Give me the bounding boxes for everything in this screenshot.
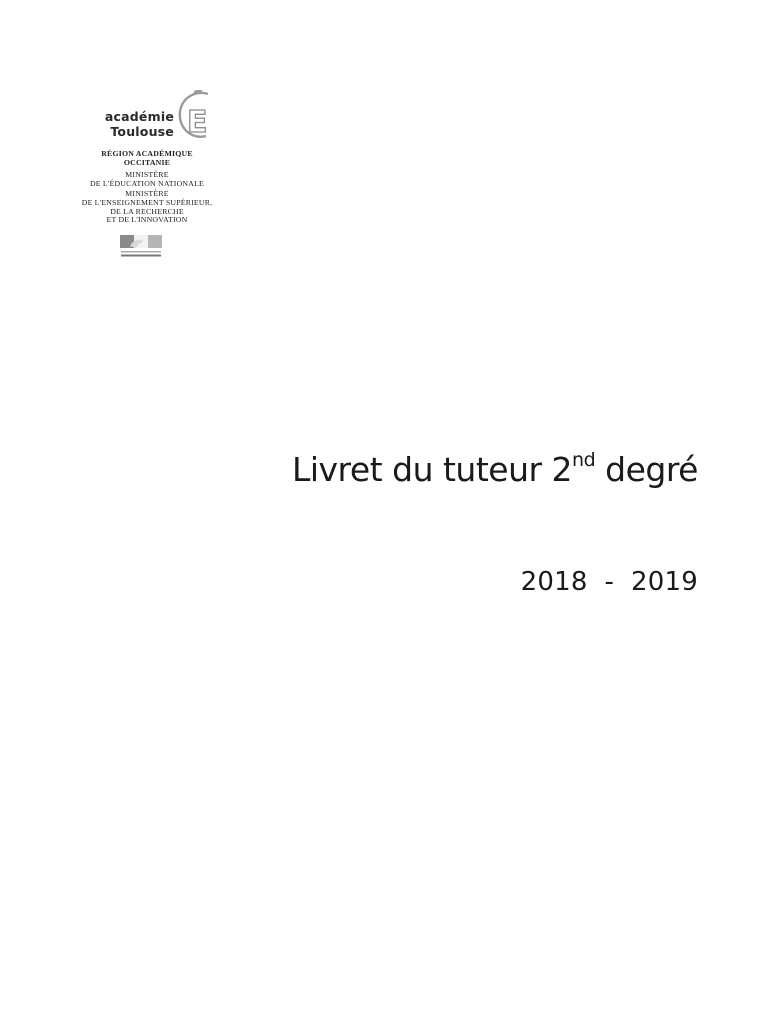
document-title-superscript: nd <box>572 449 596 471</box>
ministry-2-line-2: DE L'ENSEIGNEMENT SUPÉRIEUR, <box>81 197 213 207</box>
logo-word-toulouse: Toulouse <box>110 124 174 139</box>
ministry-1-line-1: MINISTÈRE <box>125 170 169 180</box>
ministry-2-line-1: MINISTÈRE <box>125 189 169 199</box>
svg-text:E: E <box>187 105 208 140</box>
ministry-text-block <box>62 150 232 225</box>
region-line-1: RÉGION ACADÉMIQUE <box>101 149 193 158</box>
academie-logo-mark <box>104 85 220 147</box>
document-title-end: degré <box>595 450 698 489</box>
marianne-logo-icon <box>120 235 164 260</box>
logo-word-academie: académie <box>104 109 174 124</box>
academie-toulouse-logo <box>62 85 232 265</box>
accent-e-icon <box>172 90 218 142</box>
school-year: 2018 - 2019 <box>520 567 698 597</box>
document-title-main: Livret du tuteur 2 <box>291 450 573 489</box>
ministry-1-line-2: DE L'ÉDUCATION NATIONALE <box>89 178 205 188</box>
document-title <box>292 449 698 489</box>
ministry-2-line-3: DE LA RECHERCHE <box>110 206 184 216</box>
ministry-2-line-4: ET DE L'INNOVATION <box>106 215 188 225</box>
region-line-2: OCCITANIE <box>123 157 171 167</box>
